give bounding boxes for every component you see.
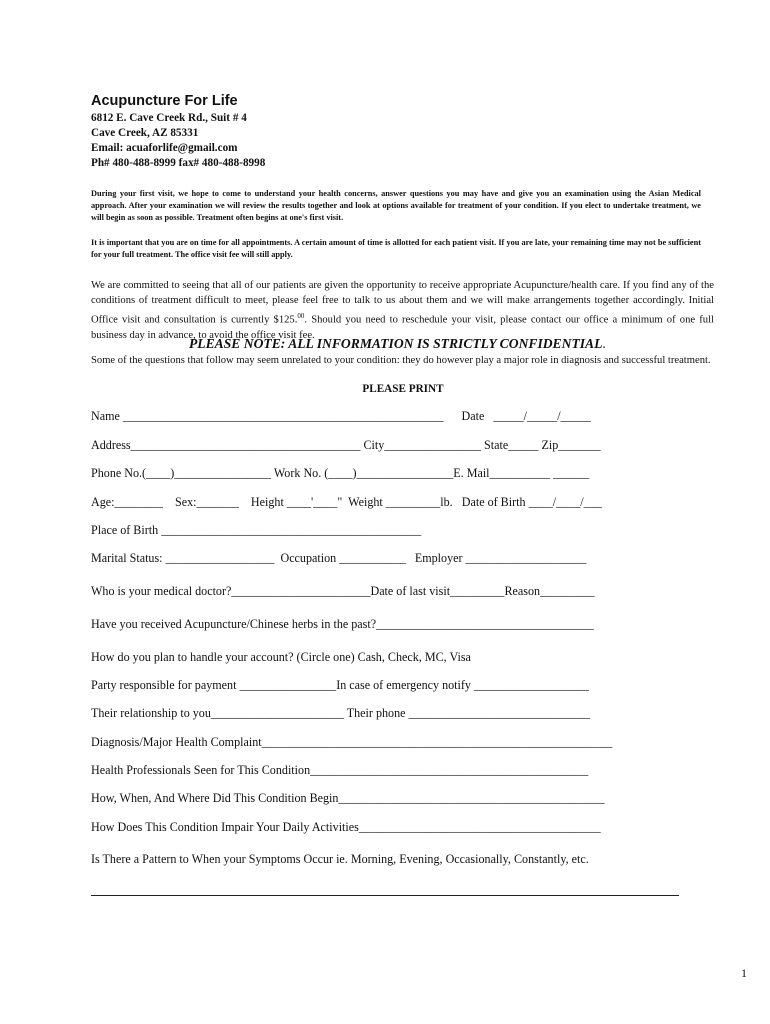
symptom-pattern-question: Is There a Pattern to When your Symptoms Occur ie. Morning, Evening, Occasionally, Constantly, etc. bbox=[91, 852, 589, 866]
daily-impairment-field[interactable]: How Does This Condition Impair Your Daily Activities________________________________________ bbox=[91, 820, 601, 834]
confidential-period: . bbox=[602, 336, 606, 351]
price-cents: 00 bbox=[297, 311, 305, 320]
payment-emergency-field[interactable]: Party responsible for payment ________________In case of emergency notify ___________________ bbox=[91, 678, 589, 692]
clinic-phone: Ph# 480-488-8999 fax# 480-488-8998 bbox=[91, 157, 266, 169]
diagnosis-field[interactable]: Diagnosis/Major Health Complaint__________________________________________________________ bbox=[91, 735, 613, 749]
commitment-text-1: We are committed to seeing that all of our patients are given the opportunity to receive appropriate Acupuncture/health care. If you find any of the conditions of treatment difficult to meet, please feel free to talk to us about them and we will make arrangements together accordingly. Initial Office visit and consultation is currently $125. bbox=[91, 280, 714, 326]
condition-onset-field[interactable]: How, When, And Where Did This Condition Begin____________________________________________ bbox=[91, 791, 605, 805]
first-visit-note: During your first visit, we hope to come to understand your health concerns, answer questions you may have and give you an examination using the Asian Medical approach. After your examination we will review the results together and look at options available for treatment of your condition. If you elect to undertake treatment, we will begin as soon as possible. Treatment often begins at one's first visit. bbox=[91, 189, 701, 223]
on-time-note: It is important that you are on time for all appointments. A certain amount of time is allotted for each patient visit. If you are late, your remaining time may not be sufficient for your full treatment. The office visit fee will still apply. bbox=[91, 238, 701, 260]
clinic-email: Email: acuaforlife@gmail.com bbox=[91, 142, 238, 154]
marital-occupation-employer-field[interactable]: Marital Status: __________________ Occupation ___________ Employer ____________________ bbox=[91, 551, 587, 565]
page-number: 1 bbox=[741, 966, 747, 980]
symptom-pattern-answer-line[interactable] bbox=[91, 895, 679, 896]
medical-doctor-field[interactable]: Who is your medical doctor?_______________________Date of last visit_________Reason_________ bbox=[91, 584, 595, 598]
clinic-name: Acupuncture For Life bbox=[91, 93, 238, 109]
unrelated-questions-note: Some of the questions that follow may seem unrelated to your condition: they do however play a major role in diagnosis and successful treatment. bbox=[91, 355, 711, 366]
commitment-text-2: . Should you need to reschedule your visit, please contact our office a minimum of one full business day in advance, to avoid the office visit fee. bbox=[91, 314, 714, 341]
payment-method-field[interactable]: How do you plan to handle your account? (Circle one) Cash, Check, MC, Visa bbox=[91, 650, 471, 664]
age-sex-height-weight-field[interactable]: Age:________ Sex:_______ Height ____'____" Weight _________lb. Date of Birth ____/____/___ bbox=[91, 495, 602, 509]
name-date-field[interactable]: Name _____________________________________________________ Date _____/_____/_____ bbox=[91, 409, 591, 423]
relationship-phone-field[interactable]: Their relationship to you______________________ Their phone ______________________________ bbox=[91, 706, 590, 720]
confidential-text: PLEASE NOTE: ALL INFORMATION IS STRICTLY CONFIDENTIAL bbox=[189, 336, 603, 351]
acupuncture-history-field[interactable]: Have you received Acupuncture/Chinese herbs in the past?____________________________________ bbox=[91, 617, 594, 631]
please-print-heading: PLEASE PRINT bbox=[362, 383, 444, 395]
address-field[interactable]: Address______________________________________ City________________ State_____ Zip_______ bbox=[91, 438, 601, 452]
health-professionals-field[interactable]: Health Professionals Seen for This Condition______________________________________________ bbox=[91, 763, 589, 777]
clinic-address-street: 6812 E. Cave Creek Rd., Suit # 4 bbox=[91, 112, 247, 124]
commitment-paragraph bbox=[91, 278, 714, 343]
clinic-address-city: Cave Creek, AZ 85331 bbox=[91, 127, 199, 139]
place-of-birth-field[interactable]: Place of Birth ___________________________________________ bbox=[91, 523, 422, 537]
phone-email-field[interactable]: Phone No.(____)________________ Work No. (____)________________E. Mail__________ ______ bbox=[91, 466, 590, 480]
confidential-notice bbox=[189, 336, 606, 352]
